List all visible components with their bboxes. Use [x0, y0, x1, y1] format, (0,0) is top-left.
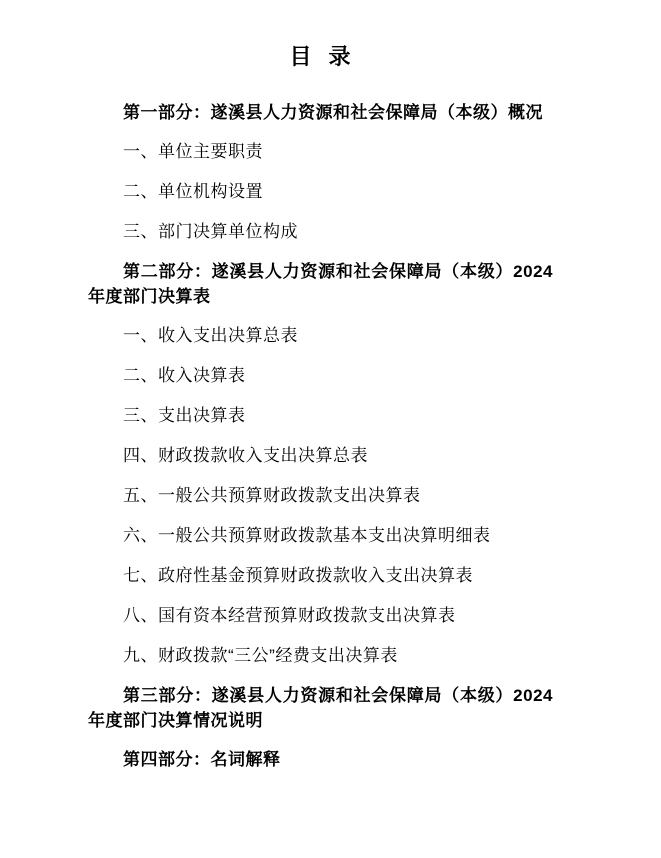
toc-item-part1-3: 三、部门决算单位构成 — [123, 222, 298, 241]
toc-item-part2-8: 八、国有资本经营预算财政拨款支出决算表 — [123, 606, 456, 625]
toc-item-part2-7: 七、政府性基金预算财政拨款收入支出决算表 — [123, 566, 473, 585]
part-1-heading: 第一部分：遂溪县人力资源和社会保障局（本级）概况 — [123, 103, 543, 122]
part-4-heading: 第四部分：名词解释 — [123, 750, 281, 769]
toc-item-part1-1: 一、单位主要职责 — [123, 142, 263, 161]
toc-item-part2-9: 九、财政拨款“三公”经费支出决算表 — [123, 646, 398, 665]
toc-item-part2-3: 三、支出决算表 — [123, 406, 246, 425]
page-title: 目 录 — [289, 44, 352, 69]
toc-item-part2-1: 一、收入支出决算总表 — [123, 326, 298, 345]
toc-item-part1-2: 二、单位机构设置 — [123, 182, 263, 201]
toc-item-part2-5: 五、一般公共预算财政拨款支出决算表 — [123, 486, 421, 505]
part-2-heading: 第二部分：遂溪县人力资源和社会保障局（本级）2024年度部门决算表 — [88, 262, 553, 306]
toc-item-part2-2: 二、收入决算表 — [123, 366, 246, 385]
toc-item-part2-4: 四、财政拨款收入支出决算总表 — [123, 446, 368, 465]
toc-item-part2-6: 六、一般公共预算财政拨款基本支出决算明细表 — [123, 526, 491, 545]
part-3-heading: 第三部分：遂溪县人力资源和社会保障局（本级）2024年度部门决算情况说明 — [88, 686, 553, 730]
